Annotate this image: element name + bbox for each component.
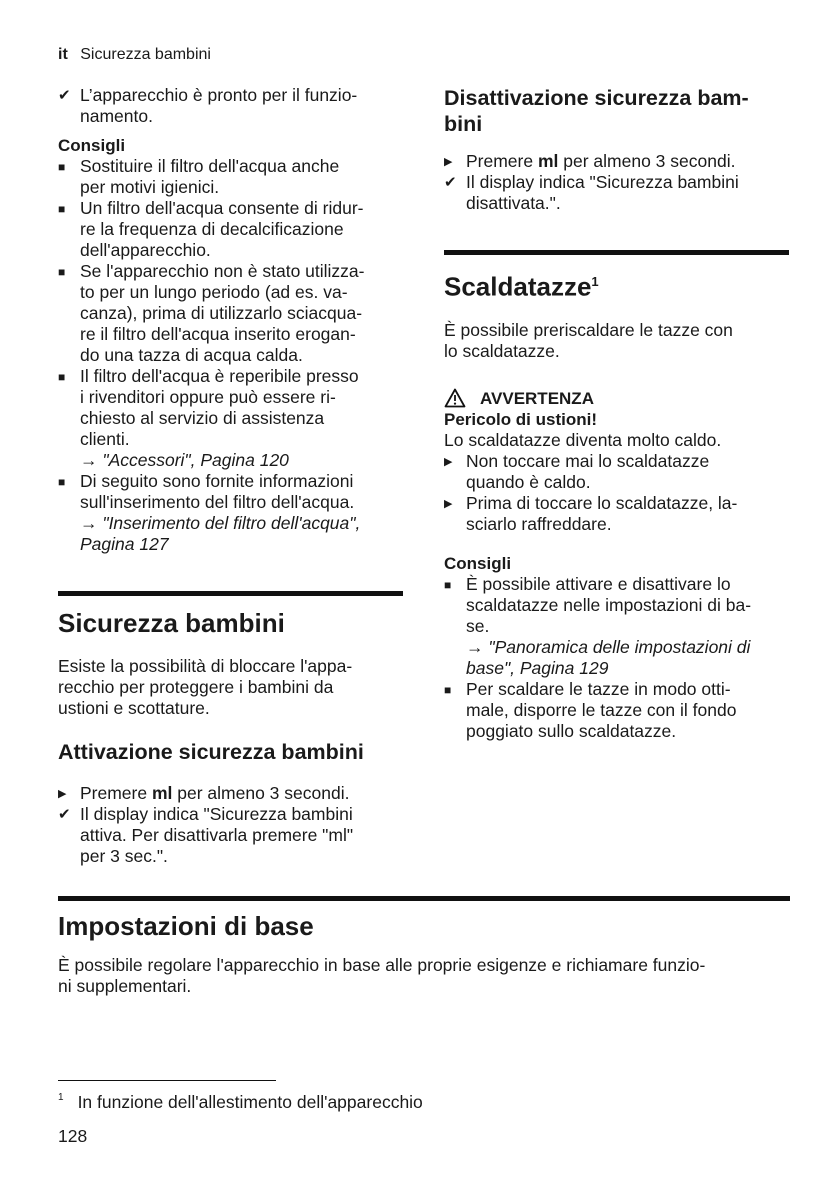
list-item-text: Di seguito sono fornite informazioni sull'inserimento del filtro dell'acqua.	[80, 471, 355, 512]
footnote-number: 1	[58, 1092, 64, 1103]
section-title-cup-warmer	[444, 267, 789, 302]
child-safety-intro: Esiste la possibilità di bloccare l'appa- recchio per proteggere i bambini da ustioni e scottature.	[58, 656, 353, 718]
step-text: Prima di toccare lo scaldatazze, la- sciarlo raffreddare.	[466, 492, 738, 534]
subsection-title-activation: Attivazione sicurezza bambini	[58, 740, 364, 764]
result-line	[58, 804, 403, 867]
check-icon: ✔	[444, 174, 457, 191]
button-key-ml: ml	[151, 783, 173, 803]
square-bullet-icon: ■	[58, 370, 66, 384]
cup-warmer-intro: È possibile preriscaldare le tazze con lo scaldatazze.	[444, 319, 733, 361]
list-item-text: È possibile attivare e disattivare lo scaldatazze nelle impostazioni di ba- se.	[466, 573, 752, 636]
page-number: 128	[58, 1126, 88, 1146]
page-reference-link[interactable]: → "Inserimento del filtro dell'acqua", Pagina 127	[80, 513, 361, 554]
step-text-pre: Premere	[80, 783, 152, 803]
list-item	[444, 574, 789, 679]
result-text: Il display indica "Sicurezza bambini attiva. Per disattivarla premere "ml" per 3 sec.".	[80, 804, 354, 866]
subsection-title-deactivation: Disattivazione sicurezza bam- bini	[444, 86, 749, 136]
check-icon: ✔	[58, 806, 71, 823]
step-text-pre: Premere	[466, 151, 538, 171]
tips-title: Consigli	[58, 136, 126, 155]
result-text: Il display indica "Sicurezza bambini disattivata.".	[466, 172, 739, 213]
triangle-step-icon: ▶	[58, 788, 67, 800]
section-rule	[58, 896, 790, 901]
page-header	[58, 46, 211, 64]
step-item	[444, 493, 789, 535]
step-text-post: per almeno 3 secondi.	[558, 151, 736, 171]
warning-heading	[444, 388, 789, 409]
cup-warmer-title: Scaldatazze	[444, 271, 592, 302]
section-title-basic-settings: Impostazioni di base	[58, 911, 314, 941]
footnote	[58, 1092, 423, 1113]
step-text-post: per almeno 3 secondi.	[172, 783, 350, 803]
square-bullet-icon: ■	[444, 577, 452, 592]
list-item	[444, 679, 789, 742]
section-title-child-safety: Sicurezza bambini	[58, 608, 285, 638]
footnote-mark[interactable]: 1	[591, 274, 599, 289]
danger-title: Pericolo di ustioni!	[444, 409, 598, 429]
result-text: L’apparecchio è pronto per il funzio- namento.	[80, 85, 358, 126]
step-text: Non toccare mai lo scaldatazze quando è caldo.	[466, 450, 710, 492]
footnote-text: In funzione dell'allestimento dell'apparecchio	[77, 1092, 423, 1112]
result-line	[444, 172, 789, 214]
warning-label: AVVERTENZA	[480, 388, 594, 408]
square-bullet-icon: ■	[58, 160, 66, 174]
list-item-text: Sostituire il filtro dell'acqua anche per motivi igienici.	[80, 156, 340, 197]
step-item	[58, 783, 403, 804]
step-item	[444, 151, 789, 172]
triangle-step-icon: ▶	[444, 497, 453, 510]
section-rule	[58, 591, 403, 596]
basic-settings-section	[58, 896, 790, 997]
list-item-text: Se l'apparecchio non è stato utilizza- to per un lungo periodo (ad es. va- canza), prima di utilizzarlo sciacqua- re il filtro dell'acqua inserito erogan- do una tazza di acqua calda.	[80, 261, 365, 365]
header-title: Sicurezza bambini	[80, 46, 211, 63]
square-bullet-icon: ■	[58, 265, 66, 279]
list-item-text: Il filtro dell'acqua è reperibile presso i rivenditori oppure può essere ri- chiesto al servizio di assistenza clienti.	[80, 366, 359, 449]
square-bullet-icon: ■	[58, 475, 66, 489]
list-item	[58, 366, 403, 471]
list-item-text: Un filtro dell'acqua consente di ridur- re la frequenza di decalcificazione dell'apparecchio.	[80, 198, 364, 260]
list-item	[58, 261, 403, 366]
check-icon: ✔	[58, 87, 71, 104]
square-bullet-icon: ■	[58, 202, 66, 216]
list-item	[58, 471, 403, 555]
tips-list	[58, 156, 403, 555]
square-bullet-icon: ■	[444, 682, 452, 697]
step-item	[444, 451, 789, 493]
list-item	[58, 198, 403, 261]
danger-text: Lo scaldatazze diventa molto caldo.	[444, 429, 722, 450]
tips-title: Consigli	[444, 553, 512, 573]
basic-settings-text: È possibile regolare l'apparecchio in base alle proprie esigenze e richiamare funzio- ni supplementari.	[58, 955, 706, 996]
left-column	[58, 85, 403, 867]
triangle-step-icon: ▶	[444, 156, 453, 168]
button-key-ml: ml	[537, 151, 559, 171]
triangle-step-icon: ▶	[444, 455, 453, 468]
list-item	[58, 156, 403, 198]
language-code: it	[58, 46, 68, 63]
list-item-text: Per scaldare le tazze in modo otti- male, disporre le tazze con il fondo poggiato sullo scaldatazze.	[466, 678, 737, 741]
warning-triangle-icon	[444, 388, 466, 408]
section-rule	[444, 250, 789, 255]
page-reference-link[interactable]: → "Accessori", Pagina 120	[80, 450, 289, 470]
page-reference-link[interactable]: → "Panoramica delle impostazioni di base", Pagina 129	[466, 636, 751, 678]
right-column	[444, 85, 789, 742]
result-line	[58, 85, 403, 127]
footnote-rule	[58, 1080, 276, 1081]
